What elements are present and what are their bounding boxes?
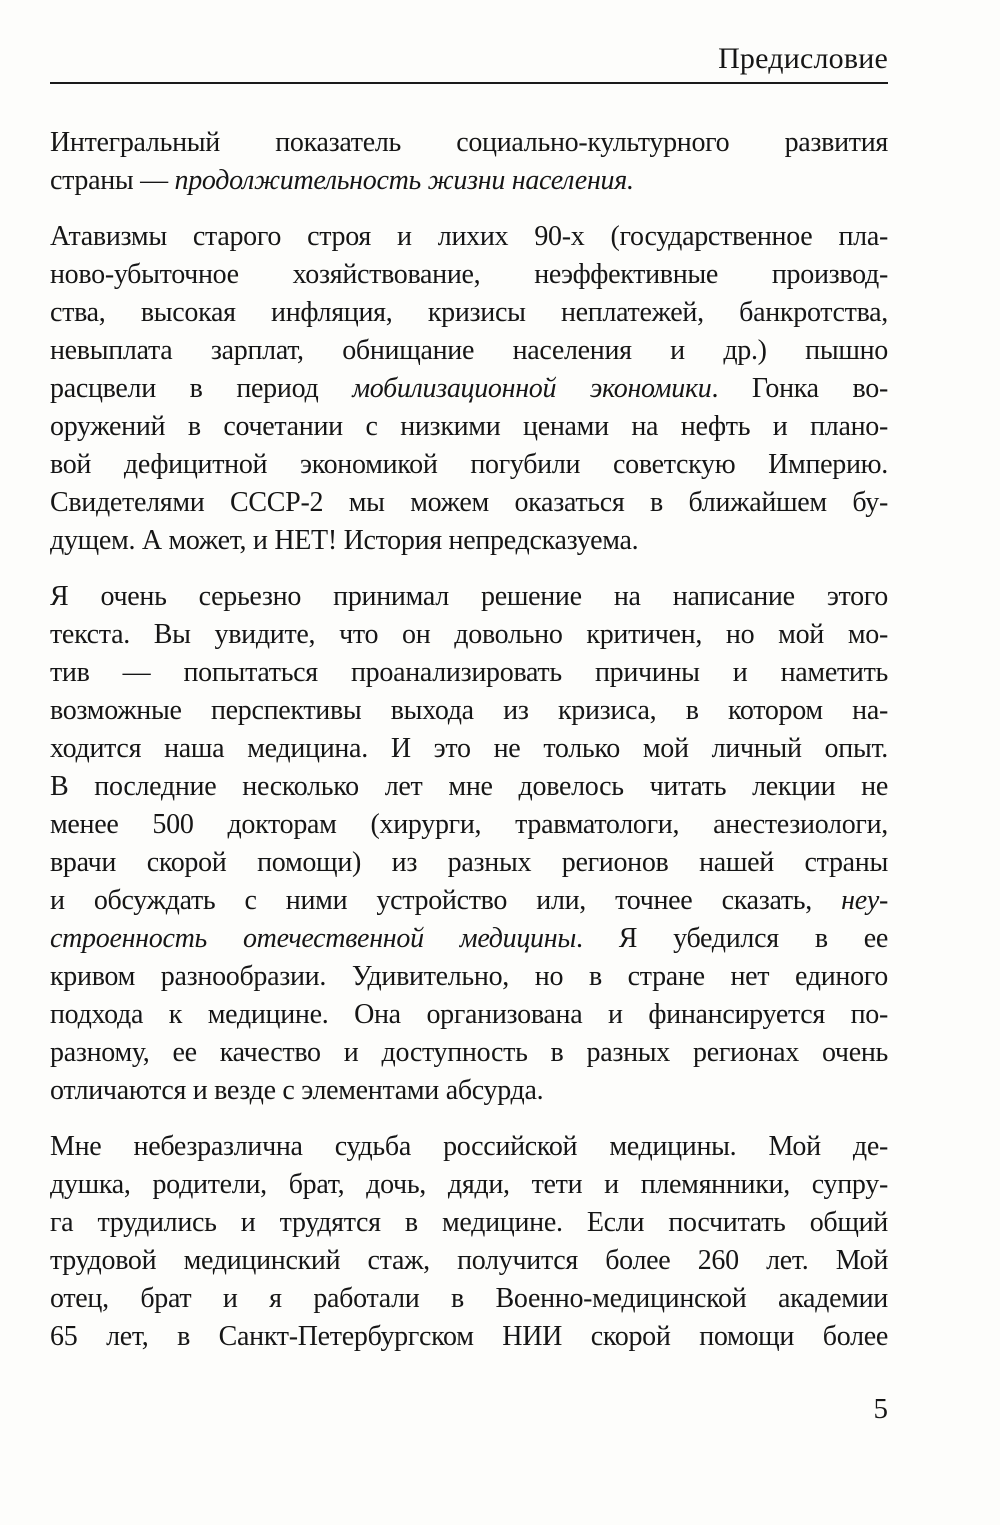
paragraph xyxy=(50,1128,888,1356)
text-line xyxy=(50,1318,888,1356)
plain-text: отец, брат и я работали в Военно-медицинской академии xyxy=(50,1283,888,1314)
plain-text: Свидетелями СССР-2 мы можем оказаться в ближайшем бу- xyxy=(50,487,888,518)
plain-text: Атавизмы старого строя и лихих 90-х (государственное пла- xyxy=(50,221,888,252)
plain-text: ходится наша медицина. И это не только мой личный опыт. xyxy=(50,733,888,764)
text-line xyxy=(50,484,888,522)
plain-text: и обсуждать с ними устройство или, точнее сказать, xyxy=(50,885,842,916)
plain-text: разному, ее качество и доступность в разных регионах очень xyxy=(50,1037,888,1068)
text-line xyxy=(50,1242,888,1280)
text-line xyxy=(50,1034,888,1072)
italic-text: строенность отечественной медицины xyxy=(50,923,577,954)
text-line xyxy=(50,370,888,408)
text-line xyxy=(50,616,888,654)
text-line xyxy=(50,996,888,1034)
plain-text: ства, высокая инфляция, кризисы неплатежей, банкротства, xyxy=(50,297,888,328)
plain-text: . Я убедился в ее xyxy=(576,923,889,954)
plain-text: В последние несколько лет мне довелось читать лекции не xyxy=(50,771,888,802)
text-block xyxy=(50,0,888,1356)
page-number: 5 xyxy=(873,1393,888,1425)
plain-text: возможные перспективы выхода из кризиса, в котором на- xyxy=(50,695,888,726)
text-line xyxy=(50,768,888,806)
paragraph xyxy=(50,218,888,560)
text-line xyxy=(50,446,888,484)
plain-text: вой дефицитной экономикой погубили советскую Империю. xyxy=(50,449,888,480)
text-line xyxy=(50,578,888,616)
text-line xyxy=(50,218,888,256)
text-line xyxy=(50,332,888,370)
plain-text: оружений в сочетании с низкими ценами на нефть и плано- xyxy=(50,411,888,442)
text-line xyxy=(50,124,888,162)
text-line xyxy=(50,882,888,920)
plain-text: 65 лет, в Санкт-Петербургском НИИ скорой помощи более xyxy=(50,1321,888,1352)
text-line xyxy=(50,1280,888,1318)
body-text xyxy=(50,124,888,1356)
text-line xyxy=(50,920,888,958)
plain-text: подхода к медицине. Она организована и финансируется по- xyxy=(50,999,888,1030)
text-line xyxy=(50,1128,888,1166)
paragraph xyxy=(50,124,888,200)
text-line xyxy=(50,1166,888,1204)
italic-text: мобилизационной экономики xyxy=(352,373,712,404)
plain-text: невыплата зарплат, обнищание населения и др.) пышно xyxy=(50,335,888,366)
plain-text: . Гонка во- xyxy=(711,373,888,404)
plain-text: дущем. А может, и НЕТ! История непредсказуема. xyxy=(50,525,639,556)
paragraph xyxy=(50,578,888,1110)
text-line xyxy=(50,256,888,294)
text-line xyxy=(50,958,888,996)
text-line xyxy=(50,692,888,730)
text-line xyxy=(50,844,888,882)
plain-text: душка, родители, брат, дочь, дяди, тети и племянники, супру- xyxy=(50,1169,888,1200)
text-line xyxy=(50,806,888,844)
plain-text: тив — попытаться проанализировать причины и наметить xyxy=(50,657,888,688)
running-head-title: Предисловие xyxy=(50,0,888,84)
plain-text: Я очень серьезно принимал решение на написание этого xyxy=(50,581,888,612)
text-line xyxy=(50,294,888,332)
plain-text: менее 500 докторам (хирурги, травматологи, анестезиологи, xyxy=(50,809,888,840)
italic-text: продолжительность жизни населения. xyxy=(174,165,634,196)
plain-text: врачи скорой помощи) из разных регионов нашей страны xyxy=(50,847,888,878)
plain-text: Мне небезразлична судьба российской медицины. Мой де- xyxy=(50,1131,888,1162)
text-line xyxy=(50,730,888,768)
plain-text: трудовой медицинский стаж, получится более 260 лет. Мой xyxy=(50,1245,888,1276)
plain-text: кривом разнообразии. Удивительно, но в стране нет единого xyxy=(50,961,888,992)
text-line xyxy=(50,1204,888,1242)
italic-text: неу- xyxy=(841,885,888,916)
plain-text: отличаются и везде с элементами абсурда. xyxy=(50,1075,544,1106)
plain-text: Интегральный показатель социально-культурного развития xyxy=(50,127,888,158)
plain-text: ново-убыточное хозяйствование, неэффективные производ- xyxy=(50,259,888,290)
plain-text: страны — xyxy=(50,165,175,196)
text-line xyxy=(50,654,888,692)
text-line xyxy=(50,162,888,200)
text-line xyxy=(50,522,888,560)
text-line xyxy=(50,1072,888,1110)
plain-text: га трудились и трудятся в медицине. Если посчитать общий xyxy=(50,1207,888,1238)
plain-text: расцвели в период xyxy=(50,373,353,404)
text-line xyxy=(50,408,888,446)
plain-text: текста. Вы увидите, что он довольно критичен, но мой мо- xyxy=(50,619,888,650)
